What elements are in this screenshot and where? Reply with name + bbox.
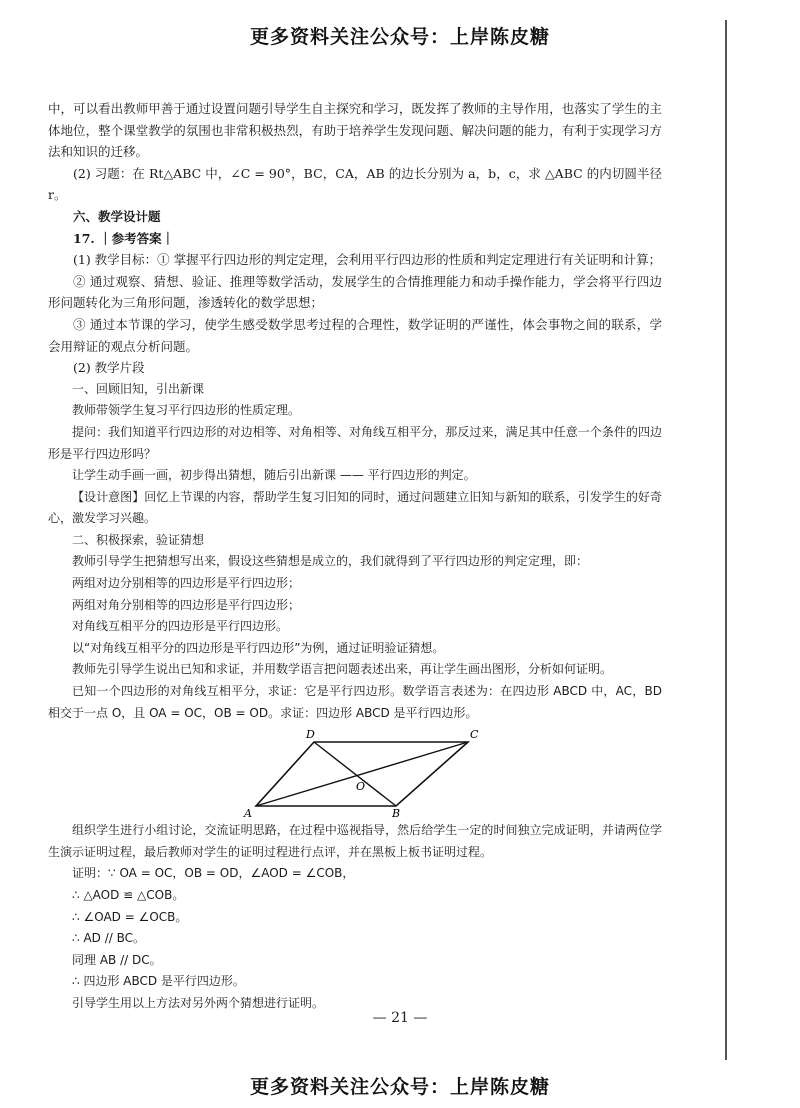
review-line-3: 让学生动手画一画，初步得出猜想，随后引出新课 —— 平行四边形的判定。 — [72, 468, 476, 483]
review-line-2: 提问：我们知道平行四边形的对边相等、对角相等、对角线互相平分，那反过来，满足其中任意一个条件的四边形是平行四边形吗？ — [48, 424, 662, 461]
goal-1: (1) 教学目标：① 掌握平行四边形的判定定理，会利用平行四边形的性质和判定定理进行有关证明和计算； — [73, 252, 662, 268]
subheading-explore: 二、积极探索，验证猜想 — [72, 532, 205, 547]
vertex-label-a: A — [244, 807, 252, 819]
design-intent: 【设计意图】回忆上节课的内容，帮助学生复习旧知的同时，通过问题建立旧知与新知的联系，引发学生的好奇心，激发学习兴趣。 — [48, 489, 662, 526]
explore-line-6: 教师先引导学生说出已知和求证，并用数学语言把问题表述出来，再让学生画出图形，分析如何证明。 — [72, 662, 613, 677]
discussion-paragraph: 组织学生进行小组讨论，交流证明思路，在过程中巡视指导，然后给学生一定的时间独立完成证明，并请两位学生演示证明过程，最后教师对学生的证明过程进行点评，并在黑板上板书证明过程。 — [48, 823, 662, 859]
exercise-paragraph: (2) 习题：在 Rt△ABC 中，∠C = 90°，BC，CA，AB 的边长分别为 a，b，c，求 △ABC 的内切圆半径 r。 — [48, 165, 662, 203]
diagonal-bd — [314, 742, 396, 806]
parallelogram-svg — [236, 726, 496, 818]
center-label-o: O — [356, 780, 366, 794]
explore-line-4: 对角线互相平分的四边形是平行四边形。 — [72, 619, 289, 634]
explore-line-5: 以“对角线互相平分的四边形是平行四边形”为例，通过证明验证猜想。 — [72, 640, 445, 655]
goal-2: ② 通过观察、猜想、验证、推理等数学活动，发展学生的合情推理能力和动手操作能力，学会将平行四边形问题转化为三角形问题，渗透转化的数学思想； — [48, 273, 662, 311]
top-banner: 更多资料关注公众号：上岸陈皮糖 — [249, 26, 550, 48]
page-number: — 21 — — [372, 1010, 428, 1026]
proof-line-3: ∴ ∠OAD = ∠OCB。 — [72, 909, 188, 924]
explore-line-3: 两组对角分别相等的四边形是平行四边形； — [72, 597, 301, 612]
proof-line-4: ∴ AD // BC。 — [72, 931, 146, 946]
explore-line-1: 教师引导学生把猜想写出来，假设这些猜想是成立的，我们就得到了平行四边形的判定定理，即： — [72, 554, 589, 569]
explore-line-2: 两组对边分别相等的四边形是平行四边形； — [72, 576, 301, 591]
bottom-banner: 更多资料关注公众号：上岸陈皮糖 — [249, 1076, 550, 1098]
review-line-1: 教师带领学生复习平行四边形的性质定理。 — [72, 403, 301, 418]
scan-edge-line — [725, 20, 727, 1060]
parallelogram-figure — [48, 726, 662, 818]
section-heading: 六、教学设计题 — [73, 208, 161, 224]
vertex-label-b: B — [392, 807, 401, 819]
proof-line-1: 证明：∵ OA = OC，OB = OD，∠AOD = ∠COB， — [72, 866, 355, 881]
proof-line-7: 引导学生用以上方法对另外两个猜想进行证明。 — [72, 995, 325, 1010]
explore-line-7: 已知一个四边形的对角线互相平分，求证：它是平行四边形。数学语言表述为：在四边形 ABCD 中，AC，BD 相交于一点 O，且 OA = OC，OB = OD。求证：四边形 ABCD 是平行四边形。 — [48, 684, 662, 720]
proof-line-6: ∴ 四边形 ABCD 是平行四边形。 — [72, 974, 245, 989]
question-number: 17. ｜参考答案｜ — [73, 230, 175, 246]
proof-line-2: ∴ △AOD ≌ △COB。 — [72, 888, 185, 902]
subheading-review: 一、回顾旧知，引出新课 — [72, 381, 205, 396]
vertex-label-c: C — [470, 728, 479, 742]
diagonal-ac — [256, 742, 468, 806]
page-content — [48, 98, 662, 1015]
vertex-label-d: D — [306, 728, 315, 742]
fragment-heading: (2) 教学片段 — [73, 360, 145, 376]
proof-line-5: 同理 AB // DC。 — [72, 952, 162, 967]
paragraph-continuation: 中，可以看出教师甲善于通过设置问题引导学生自主探究和学习，既发挥了教师的主导作用，也落实了学生的主体地位，整个课堂教学的氛围也非常积极热烈，有助于培养学生发现问题、解决问题的能力，有利于实现学习方法和知识的迁移。 — [48, 101, 662, 160]
goal-3: ③ 通过本节课的学习，使学生感受数学思考过程的合理性，数学证明的严谨性，体会事物之间的联系，学会用辩证的观点分析问题。 — [48, 316, 662, 354]
